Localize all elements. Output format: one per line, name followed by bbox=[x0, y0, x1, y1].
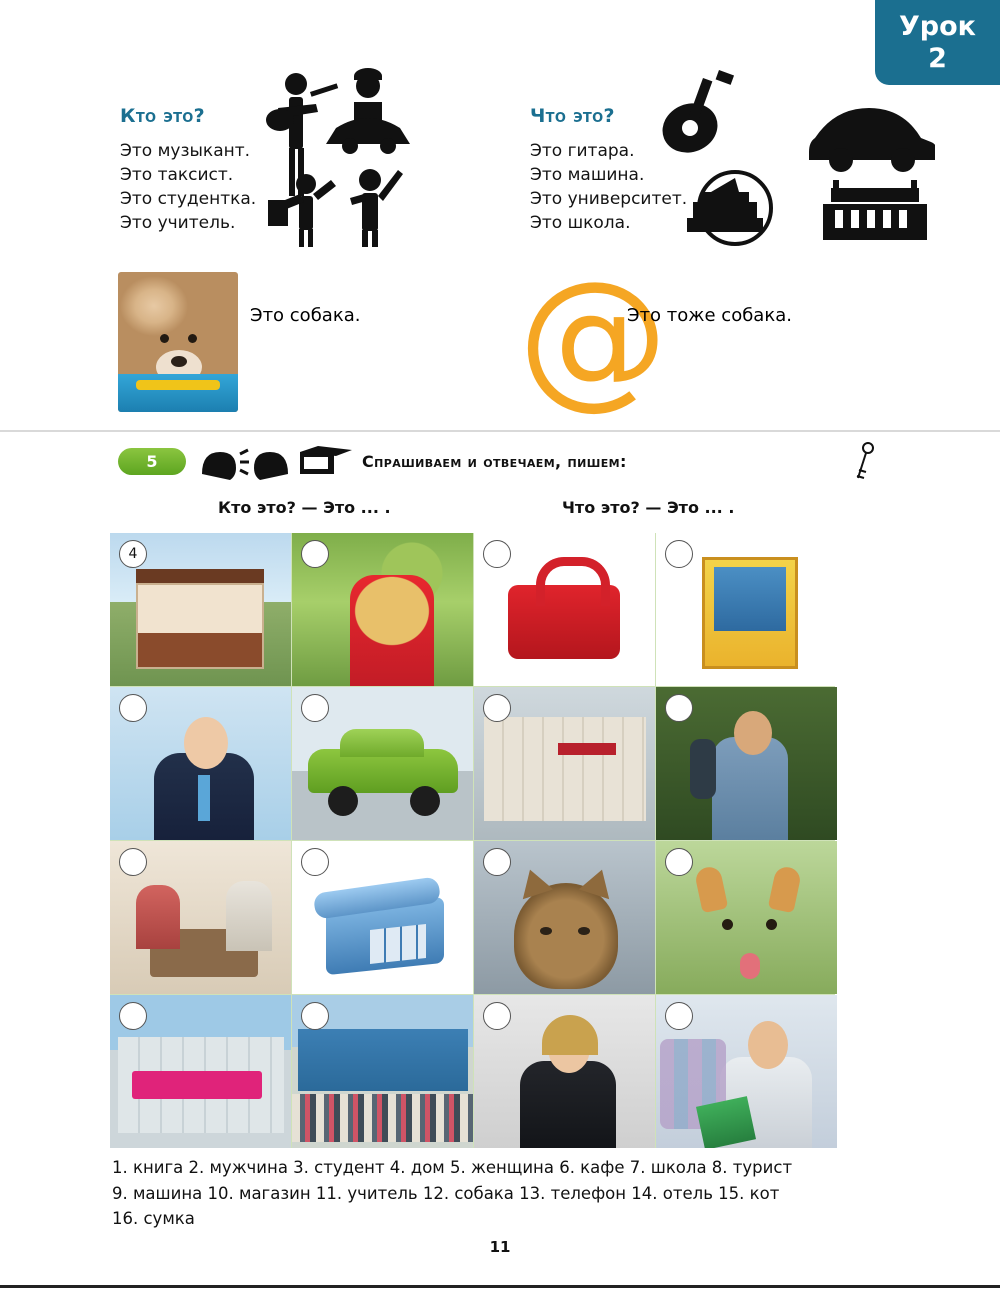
answer-circle-16[interactable] bbox=[665, 1002, 693, 1030]
answer-circle-9[interactable] bbox=[119, 848, 147, 876]
table-row[interactable] bbox=[292, 533, 473, 686]
vocab-who-question: Кто это? bbox=[120, 105, 205, 127]
vocab-what-line-3: Это университет. bbox=[530, 189, 688, 210]
section-divider bbox=[0, 430, 1000, 432]
table-row[interactable] bbox=[474, 533, 655, 686]
table-row[interactable] bbox=[110, 995, 291, 1148]
column-head-who: Кто это? — Это ... . bbox=[218, 498, 391, 517]
dog-nose bbox=[171, 356, 187, 367]
answer-circle-6[interactable] bbox=[301, 694, 329, 722]
write-pencil-icon bbox=[300, 446, 352, 474]
answer-circle-10[interactable] bbox=[301, 848, 329, 876]
vocab-what-line-2: Это машина. bbox=[530, 165, 645, 186]
table-row[interactable] bbox=[110, 687, 291, 840]
exercise-instruction: Спрашиваем и отвечаем, пишем: bbox=[362, 452, 627, 471]
dog-caption-left: Это собака. bbox=[250, 305, 361, 326]
answer-circle-5[interactable] bbox=[119, 694, 147, 722]
picture-grid bbox=[110, 533, 835, 1148]
speaking-head-icon-2 bbox=[254, 452, 288, 480]
vocab-who-lines bbox=[120, 139, 256, 236]
at-symbol-icon: @ bbox=[518, 250, 668, 424]
lesson-number: 2 bbox=[928, 42, 947, 74]
vocab-block-who bbox=[120, 105, 256, 236]
answer-circle-2[interactable] bbox=[301, 540, 329, 568]
word-list-line-3: 16. сумка bbox=[112, 1209, 195, 1229]
car-icon bbox=[809, 108, 935, 172]
dog-collar bbox=[118, 374, 238, 412]
key-icon bbox=[848, 440, 878, 484]
answer-circle-4[interactable] bbox=[665, 540, 693, 568]
speaking-head-icon-1 bbox=[202, 450, 249, 480]
word-list-line-2: 9. машина 10. магазин 11. учитель 12. собака 13. телефон 14. отель 15. кот bbox=[112, 1183, 780, 1203]
guitar-icon bbox=[655, 70, 734, 161]
taxi-driver-icon bbox=[326, 68, 410, 154]
page-footer-rule bbox=[0, 1285, 1000, 1288]
pictogram-group-what bbox=[645, 68, 935, 253]
vocab-who-line-4: Это учитель. bbox=[120, 213, 236, 234]
table-row[interactable] bbox=[110, 841, 291, 994]
table-row[interactable] bbox=[110, 533, 291, 686]
table-row[interactable] bbox=[656, 841, 837, 994]
dog-photo bbox=[118, 272, 238, 412]
vocab-who-line-1: Это музыкант. bbox=[120, 141, 251, 161]
exercise-number-badge: 5 bbox=[118, 448, 186, 475]
table-row[interactable] bbox=[292, 841, 473, 994]
answer-circle-11[interactable] bbox=[483, 848, 511, 876]
university-icon bbox=[687, 172, 771, 244]
answer-circle-12[interactable] bbox=[665, 848, 693, 876]
vocab-what-question: Что это? bbox=[530, 105, 615, 127]
answer-circle-3[interactable] bbox=[483, 540, 511, 568]
dog-eye-right bbox=[188, 334, 197, 343]
table-row[interactable] bbox=[656, 533, 837, 686]
vocab-who-line-2: Это таксист. bbox=[120, 165, 234, 186]
pictogram-group-who bbox=[258, 62, 418, 247]
student-icon bbox=[268, 174, 336, 247]
lesson-label: Урок bbox=[898, 11, 977, 43]
dog-caption-right: Это тоже собака. bbox=[627, 305, 792, 326]
answer-circle-8[interactable] bbox=[665, 694, 693, 722]
table-row[interactable] bbox=[656, 687, 837, 840]
table-row[interactable] bbox=[474, 995, 655, 1148]
table-row[interactable] bbox=[292, 995, 473, 1148]
table-row[interactable] bbox=[656, 995, 837, 1148]
answer-circle-1[interactable]: 4 bbox=[119, 540, 147, 568]
column-head-what: Что это? — Это ... . bbox=[562, 498, 735, 517]
word-list-line-1: 1. книга 2. мужчина 3. студент 4. дом 5. женщина 6. кафе 7. школа 8. турист bbox=[112, 1158, 793, 1177]
word-list bbox=[112, 1155, 852, 1232]
answer-circle-13[interactable] bbox=[119, 1002, 147, 1030]
table-row[interactable] bbox=[474, 687, 655, 840]
table-row[interactable] bbox=[474, 841, 655, 994]
teacher-icon bbox=[350, 169, 403, 247]
vocab-what-line-4: Это школа. bbox=[530, 213, 631, 234]
exercise-icons bbox=[196, 444, 356, 480]
page-number: 11 bbox=[489, 1238, 511, 1256]
table-row[interactable] bbox=[292, 687, 473, 840]
vocab-who-line-3: Это студентка. bbox=[120, 189, 257, 210]
vocab-what-line-1: Это гитара. bbox=[530, 141, 635, 161]
answer-circle-7[interactable] bbox=[483, 694, 511, 722]
answer-circle-15[interactable] bbox=[483, 1002, 511, 1030]
answer-circle-14[interactable] bbox=[301, 1002, 329, 1030]
dog-eye-left bbox=[160, 334, 169, 343]
school-icon bbox=[823, 180, 927, 240]
